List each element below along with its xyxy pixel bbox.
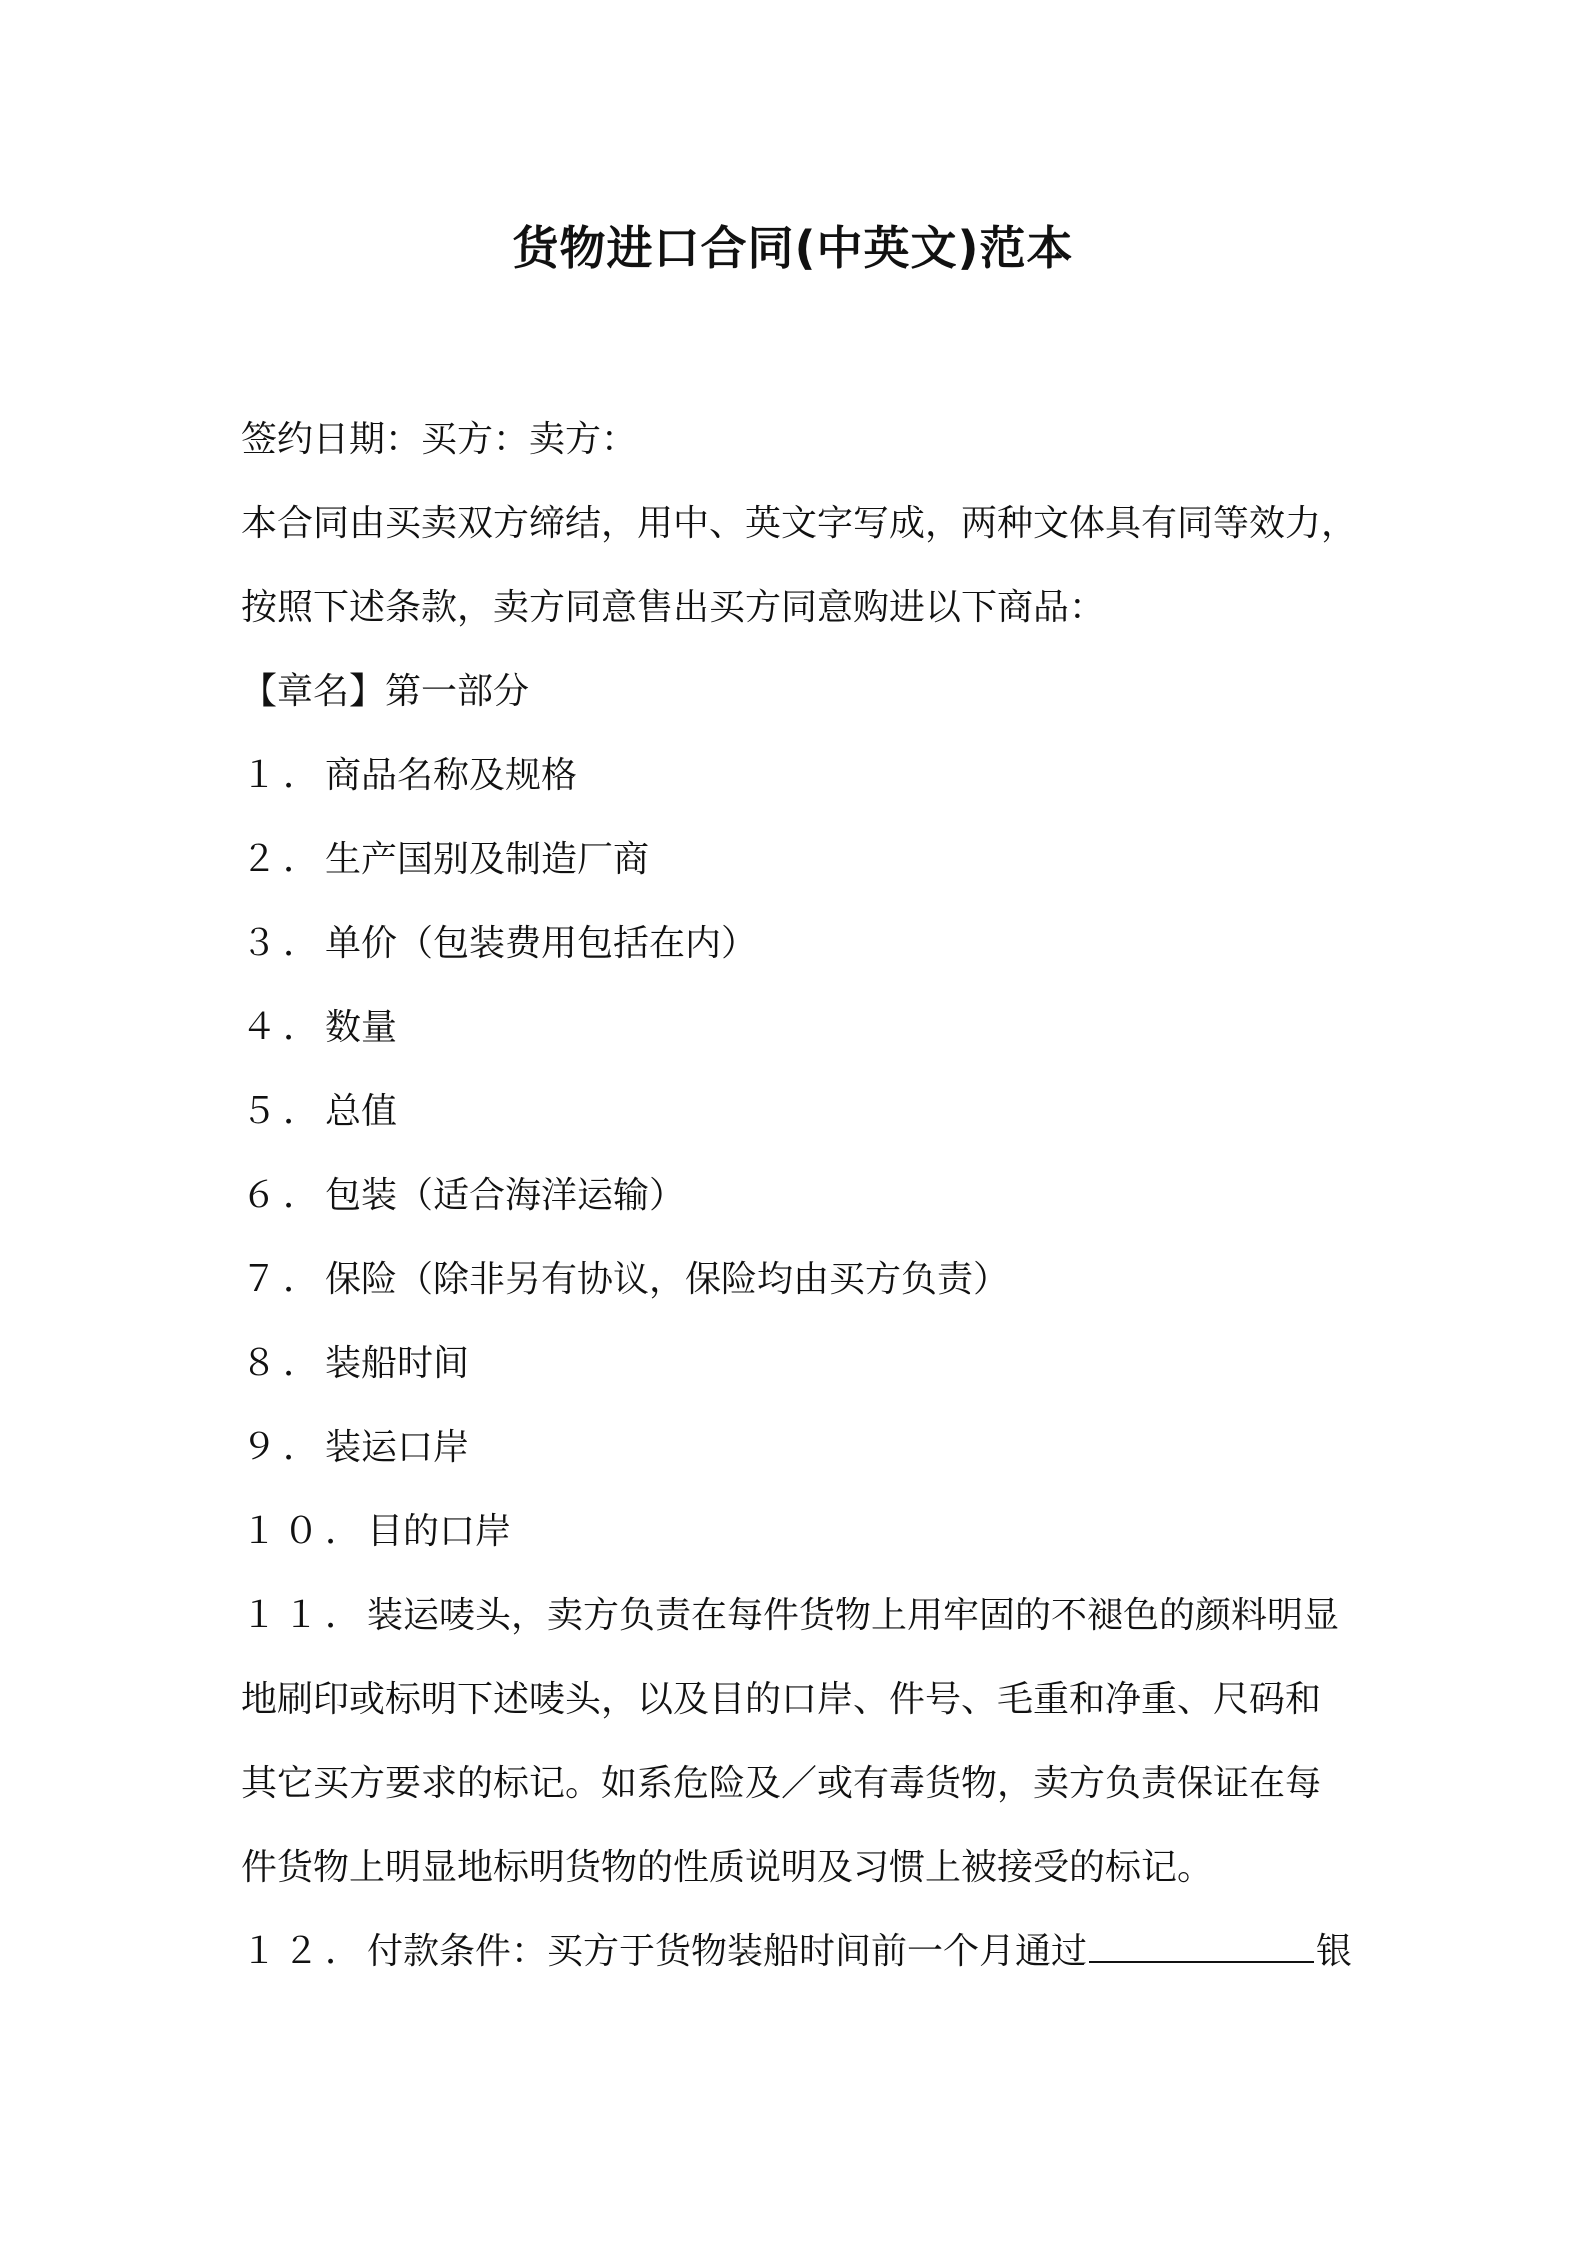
intro-line-2: 按照下述条款，卖方同意售出买方同意购进以下商品： xyxy=(241,587,1106,628)
item-text: 保险（除非另有协议，保险均由买方负责） xyxy=(325,1259,1010,1300)
item-11-line-2: 地刷印或标明下述唛头，以及目的口岸、件号、毛重和净重、尺码和 xyxy=(241,1679,1322,1720)
item-number: ８． xyxy=(241,1343,326,1384)
item-12-line xyxy=(241,1910,1356,1994)
intro-line-1: 本合同由买卖双方缔结，用中、英文字写成，两种文体具有同等效力， xyxy=(241,503,1358,544)
item-number: ７． xyxy=(241,1259,326,1300)
item-text: 数量 xyxy=(325,1007,398,1048)
document-title: 货物进口合同(中英文)范本 xyxy=(512,221,1074,275)
item-text: 目的口岸 xyxy=(367,1511,512,1552)
chapter-heading: 【章名】第一部分 xyxy=(241,671,530,712)
list-item xyxy=(241,734,1356,818)
item-number: １． xyxy=(241,755,326,796)
item-number: １０． xyxy=(241,1511,368,1552)
item-number: ４． xyxy=(241,1007,326,1048)
list-item xyxy=(241,1070,1356,1154)
list-item xyxy=(241,1238,1356,1322)
item-number: １２． xyxy=(241,1931,368,1972)
item-number: ３． xyxy=(241,923,326,964)
item-text: 生产国别及制造厂商 xyxy=(325,839,650,880)
item-11-line-3: 其它买方要求的标记。如系危险及／或有毒货物，卖方负责保证在每 xyxy=(241,1763,1322,1804)
item-text: 总值 xyxy=(325,1091,398,1132)
signing-header-line: 签约日期：买方：卖方： xyxy=(241,419,638,460)
list-item xyxy=(241,818,1356,902)
item-text: 装运唛头，卖方负责在每件货物上用牢固的不褪色的颜料明显 xyxy=(367,1595,1340,1636)
item-text: 包装（适合海洋运输） xyxy=(325,1175,686,1216)
item-number: １１． xyxy=(241,1595,368,1636)
item-text-tail: 银 xyxy=(1316,1931,1353,1972)
document-body xyxy=(241,398,1356,1994)
item-number: ２． xyxy=(241,839,326,880)
item-text: 装运口岸 xyxy=(325,1427,470,1468)
item-text: 商品名称及规格 xyxy=(325,755,578,796)
list-item xyxy=(241,1406,1356,1490)
item-text: 装船时间 xyxy=(325,1343,470,1384)
item-number: ５． xyxy=(241,1091,326,1132)
item-11-line-4: 件货物上明显地标明货物的性质说明及习惯上被接受的标记。 xyxy=(241,1847,1214,1888)
item-number: ６． xyxy=(241,1175,326,1216)
list-item xyxy=(241,902,1356,986)
list-item xyxy=(241,1154,1356,1238)
fill-in-blank xyxy=(1089,1931,1314,1963)
item-text: 单价（包装费用包括在内） xyxy=(325,923,758,964)
item-11-line-1 xyxy=(241,1574,1356,1658)
item-number: ９． xyxy=(241,1427,326,1468)
item-text: 付款条件：买方于货物装船时间前一个月通过 xyxy=(367,1931,1088,1972)
list-item xyxy=(241,1490,1356,1574)
list-item xyxy=(241,1322,1356,1406)
list-item xyxy=(241,986,1356,1070)
